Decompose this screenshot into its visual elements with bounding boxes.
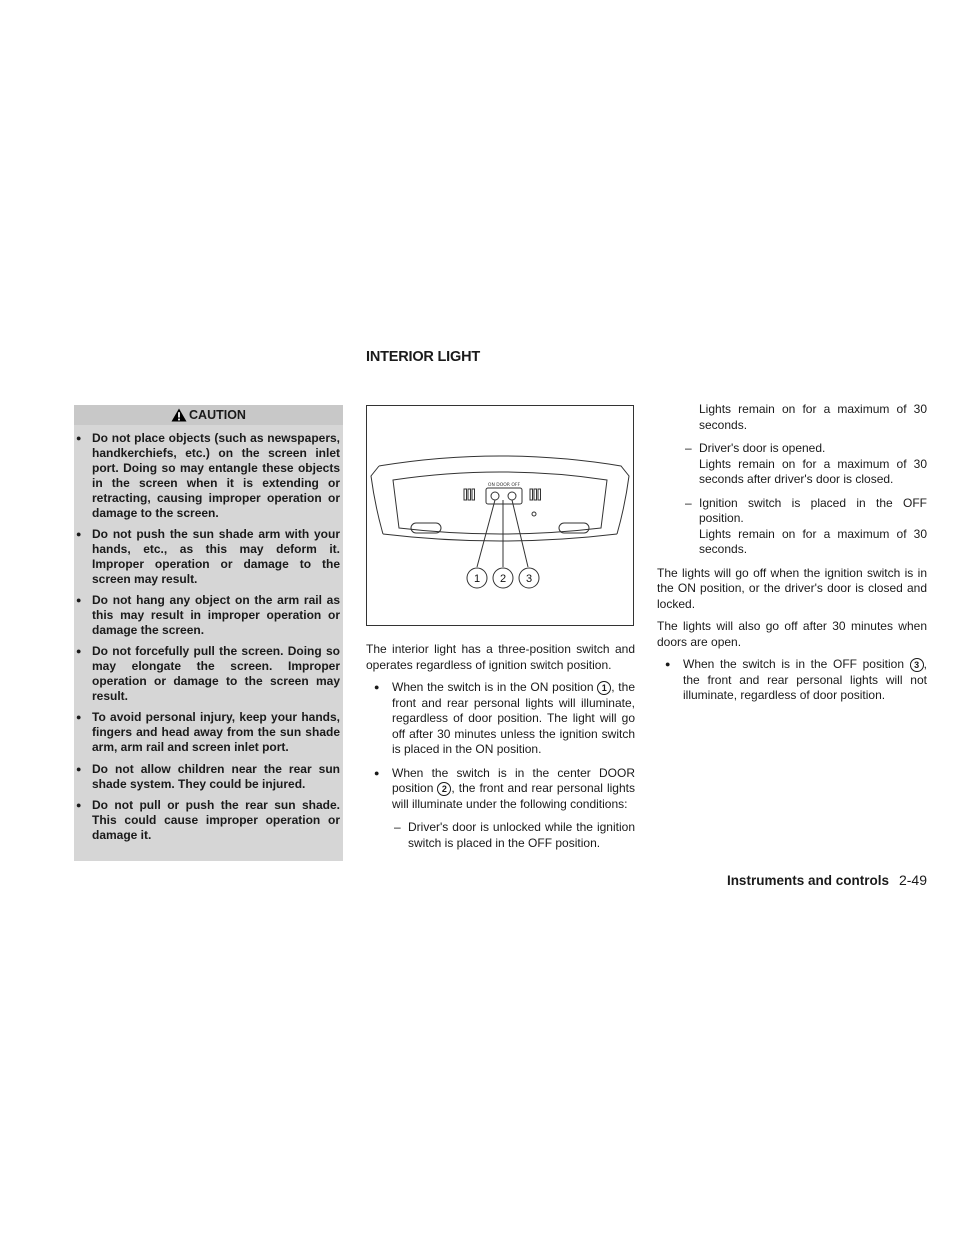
callout-ref-3: 3 — [910, 658, 924, 672]
condition-text: Ignition switch is placed in the OFF position. — [699, 495, 927, 525]
right-column — [657, 402, 927, 712]
off-text-a: When the switch is in the OFF position — [683, 657, 910, 671]
section-title: INTERIOR LIGHT — [366, 349, 481, 365]
middle-column — [366, 642, 635, 859]
off-position-bullet — [657, 657, 927, 704]
caution-item: ● Do not allow children near the rear sun shade system. They could be injured. — [74, 762, 340, 792]
callout-ref-1: 1 — [597, 681, 611, 695]
callout-3: 3 — [525, 573, 533, 585]
door-position-bullet — [366, 766, 635, 813]
intro-paragraph: The interior light has a three-position switch and operates regardless of ignition switch position. — [366, 642, 635, 672]
condition-continuation: Lights remain on for a maximum of 30 seconds. — [699, 402, 927, 432]
caution-label: CAUTION — [189, 408, 246, 422]
callout-ref-2: 2 — [437, 782, 451, 796]
caution-item: ● Do not forcefully pull the screen. Doing so may elongate the screen. Improper operation or damage to the screen may result. — [74, 644, 340, 704]
condition-text: Driver's door is opened. — [699, 441, 826, 455]
off-text-b: , the front and rear personal lights will not illuminate, regardless of door position. — [683, 657, 927, 702]
caution-box — [74, 405, 343, 861]
door-text-a: When the switch is in the center DOOR position — [392, 765, 635, 795]
condition-text: Driver's door is unlocked while the ignition switch is placed in the OFF position. — [408, 820, 635, 850]
condition-continuation: Lights remain on for a maximum of 30 seconds after driver's door is closed. — [699, 456, 927, 486]
callout-1: 1 — [473, 573, 481, 585]
warning-triangle-icon — [171, 408, 187, 422]
on-position-bullet — [366, 680, 635, 758]
caution-item: ● Do not place objects (such as newspapers, handkerchiefs, etc.) on the screen inlet port. Doing so may entangle these objects in the screen when it is extending or retracting, causing improper operation or damage to the screen. — [74, 431, 340, 520]
caution-header — [74, 405, 343, 425]
caution-item: ● Do not push the sun shade arm with your hands, etc., as this may deform it. Improper operation or damage to the screen may result. — [74, 527, 340, 587]
callout-2: 2 — [499, 573, 507, 585]
footer-section: Instruments and controls — [726, 873, 889, 888]
caution-item: ● Do not hang any object on the arm rail as this may result in improper operation or damage the screen. — [74, 593, 340, 638]
lights-timeout-paragraph: The lights will also go off after 30 minutes when doors are open. — [657, 619, 927, 649]
caution-list — [74, 431, 343, 843]
condition-item: – Driver's door is opened. — [685, 441, 826, 455]
condition-item: – Ignition switch is placed in the OFF position. — [685, 495, 927, 525]
condition-item: – Driver's door is unlocked while the ignition switch is placed in the OFF position. — [394, 820, 635, 850]
on-text-a: When the switch is in the ON position — [392, 680, 598, 694]
page-number: 2-49 — [898, 872, 927, 888]
condition-continuation: Lights remain on for a maximum of 30 seconds. — [699, 526, 927, 556]
interior-light-illustration — [367, 406, 633, 625]
door-text-b: , the front and rear personal lights will illuminate under the following conditions: — [392, 781, 635, 811]
on-text-b: , the front and rear personal lights will illuminate, regardless of door position. The light will go off after 30 minutes unless the ignition switch is placed in the ON position. — [392, 680, 635, 756]
caution-item: ● To avoid personal injury, keep your hands, fingers and head away from the sun shade arm, arm rail and screen inlet port. — [74, 710, 340, 755]
page-footer — [727, 872, 927, 888]
lights-off-paragraph: The lights will go off when the ignition switch is in the ON position, or the driver's door is closed and locked. — [657, 565, 927, 611]
switch-label: ON DOOR OFF — [487, 483, 521, 488]
interior-light-figure — [366, 405, 634, 626]
caution-item: ● Do not pull or push the rear sun shade. This could cause improper operation or damage it. — [74, 798, 340, 843]
